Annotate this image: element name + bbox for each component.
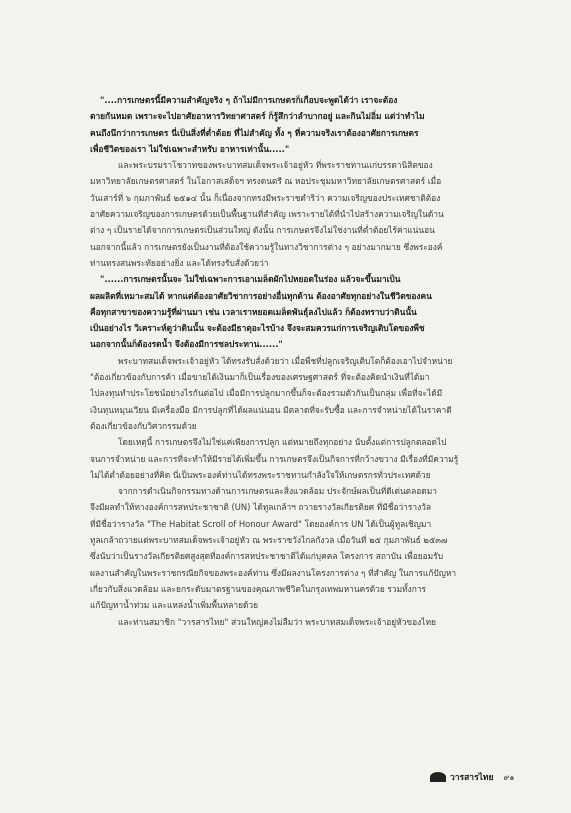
paragraph-line: ตายกันหมด เพราะจะไปอาศัยอาหารวิทยาศาสตร์ ก็รู้สึกว่าลำบากอยู่ และกินไม่อิ่ม แต่ว่าทำไม — [90, 111, 425, 122]
paragraph-line: โดยเหตุนี้ การเกษตรจึงไม่ใช่แค่เพียงการปลูก แต่หมายถึงทุกอย่าง นับตั้งแต่การปลูกตลอดไป — [118, 437, 447, 448]
paragraph-line: "ต้องเกี่ยวข้องกับการค้า เมื่อขายได้เงินมาก็เป็นเรื่องของเศรษฐศาสตร์ ที่จะต้องคิดนำเงินที่ได้มา — [90, 372, 430, 383]
magazine-logo-icon — [430, 772, 446, 782]
paragraph-line: "......การเกษตรนั้นจะ ไม่ใช่เฉพาะการเอาเมล็ดผักไปหยอดในร่อง แล้วจะขึ้นมาเป็น — [100, 274, 401, 285]
paragraph-line: พระบาทสมเด็จพระเจ้าอยู่หัว ได้ทรงรับสั่งด้วยว่า เมื่อพืชที่ปลูกเจริญเติบโตก็ต้องเอาไปจำหน่าย — [118, 355, 453, 366]
paragraph-line: ไม่ได้ต่ำต้อยอย่างที่คิด นี่เป็นพระองค์ท่านได้ทรงพระราชทานกำลังใจให้เกษตรกรทั่วประเทศด้วย — [90, 469, 431, 480]
paragraph-line: คนถึงนึกว่าการเกษตร นี่เป็นสิ่งที่ต่ำต้อย ที่ไม่สำคัญ ทั้ง ๆ ที่ความจริงเราต้องอาศัยการเกษตร — [90, 127, 419, 138]
magazine-name: วารสารไทย — [450, 773, 494, 783]
paragraph-line: แก้ปัญหาน้ำท่วม และแหล่งน้ำเพิ่มพื้นหลายด้วย — [90, 600, 259, 611]
paragraph-line: และพระบรมราโชวาทของพระบาทสมเด็จพระเจ้าอยู่หัว ที่พระราชทานแก่บรรดานิสิตของ — [118, 160, 433, 171]
paragraph-line: เพื่อชีวิตของเรา ไม่ใช่เฉพาะสำหรับ อาหารเท่านั้น....." — [90, 143, 290, 154]
page-number: ๙๑ — [503, 772, 515, 782]
paragraph-line: เงินทุนหมุนเวียน มีเครื่องมือ มีการปลูกที่ได้ผลแน่นอน มีตลาดที่จะรับซื้อ และการจำหน่ายได้ในราคาดี — [90, 404, 452, 415]
paragraph-line: เป็นอย่างไร วิเคราะห์ดูว่าดินนั้น จะต้องมีธาตุอะไรบ้าง จึงจะสมควรแก่การเจริญเติบโตของพืช — [90, 323, 425, 334]
paragraph-line: จึงมีผลทำให้ทางองค์การสหประชาชาติ (UN) ได้ทูลเกล้าฯ ถวายรางวัลเกียรติยศ ที่มีชื่อว่ารางวัล — [90, 502, 432, 513]
paragraph-line: ไปลงทุนทำประโยชน์อย่างไรกันต่อไป เมื่อมีการปลูกมากขึ้นก็จะต้องรวมตัวกันเป็นกลุ่ม เพื่อที่จะได้มี — [90, 388, 443, 399]
article-body — [90, 92, 510, 630]
paragraph-line: "....การเกษตรนี้มีความสำคัญจริง ๆ ถ้าไม่มีการเกษตรก็เกือบจะพูดได้ว่า เราจะต้อง — [100, 95, 398, 105]
paragraph-line: นอกจากนี้แล้ว การเกษตรยังเป็นงานที่ต้องใช้ความรู้ในทางวิชาการต่าง ๆ อย่างมากมาย ซึ่งพระองค์ — [90, 241, 443, 252]
paragraph-line: ซึ่งนับว่าเป็นรางวัลเกียรติยศสูงสุดที่องค์การสหประชาชาติได้แก่บุคคล โครงการ สถาบัน เพื่อยอมรับ — [90, 551, 444, 562]
paragraph-line: อาศัยความเจริญของการเกษตรด้วยเป็นพื้นฐานที่สำคัญ เพราะรายได้ที่นำไปสร้างความเจริญในด้าน — [90, 209, 444, 220]
paragraph-line: และท่านสมาชิก "วารสารไทย" ส่วนใหญ่คงไม่ลืมว่า พระบาทสมเด็จพระเจ้าอยู่หัวของไทย — [118, 616, 436, 627]
paragraph-line: ผลผลิตที่เหมาะสมได้ หากแต่ต้องอาศัยวิชาการอย่างอื่นทุกด้าน ต้องอาศัยทุกอย่างในชีวิตของคน — [90, 290, 432, 301]
page-footer — [430, 769, 540, 785]
paragraph-line: เกี่ยวกับสิ่งแวดล้อม และยกระดับมาตรฐานของคุณภาพชีวิตในกรุงเทพมหานครด้วย รวมทั้งการ — [90, 583, 427, 594]
paragraph-line: จากการดำเนินกิจกรรมทางด้านการเกษตรและสิ่งแวดล้อม ประจักษ์ผลเป็นที่ดีเด่นตลอดมา — [118, 486, 437, 497]
paragraph-line: ต้องเกี่ยวข้องกับวิศวกรรมด้วย — [90, 420, 197, 431]
paragraph-line: วันเสาร์ที่ ๖ กุมภาพันธ์ ๒๕๑๔ นั้น ก็เนื่องจากทรงมีพระราชดำริว่า ความเจริญของประเทศชาติต้อง — [90, 192, 441, 203]
paragraph-line: จนการจำหน่าย และการที่จะทำให้มีรายได้เพิ่มขึ้น การเกษตรจึงเป็นกิจการที่กว้างขวาง มีเรื่องที่มีความรู้ — [90, 453, 459, 464]
paragraph-line: คือทุกสาขาของความรู้ที่ผ่านมา เช่น เวลาเราหยอดเมล็ดพันธุ์ลงไปแล้ว ก็ต้องทราบว่าดินนั้น — [90, 306, 417, 317]
paragraph-line: ท่านทรงสนพระทัยอย่างยิ่ง และได้ทรงรับสั่งด้วยว่า — [90, 257, 269, 268]
paragraph-line: ผลงานสำคัญในพระราชกรณียกิจของพระองค์ท่าน ซึ่งมีผลงานโครงการต่าง ๆ ที่สำคัญ ในการแก้ปัญหา — [90, 567, 457, 578]
paragraph-line: นอกจากนั้นก็ต้องรดน้ำ จึงต้องมีการชลประทาน......" — [90, 339, 283, 350]
paragraph-line: ที่มีชื่อว่ารางวัล "The Habitat Scroll of Honour Award" โดยองค์การ UN ได้เป็นผู้ทูลเชิญมา — [90, 518, 432, 529]
paragraph-line: มหาวิทยาลัยเกษตรศาสตร์ ในโอกาสเสด็จฯ ทรงดนตรี ณ หอประชุมมหาวิทยาลัยเกษตรศาสตร์ เมื่อ — [90, 176, 442, 187]
paragraph-line: ต่าง ๆ เป็นรายได้จากการเกษตรเป็นส่วนใหญ่ ดังนั้น การเกษตรจึงไม่ใช่งานที่ต่ำต้อยไร้ค่าแน่นอน — [90, 225, 435, 236]
paragraph-line: ทูลเกล้าถวายแด่พระบาทสมเด็จพระเจ้าอยู่หัว ณ พระราชวังไกลกังวล เมื่อวันที่ ๒๕ กุมภาพันธ์ ๒๕๓๗ — [90, 535, 448, 546]
